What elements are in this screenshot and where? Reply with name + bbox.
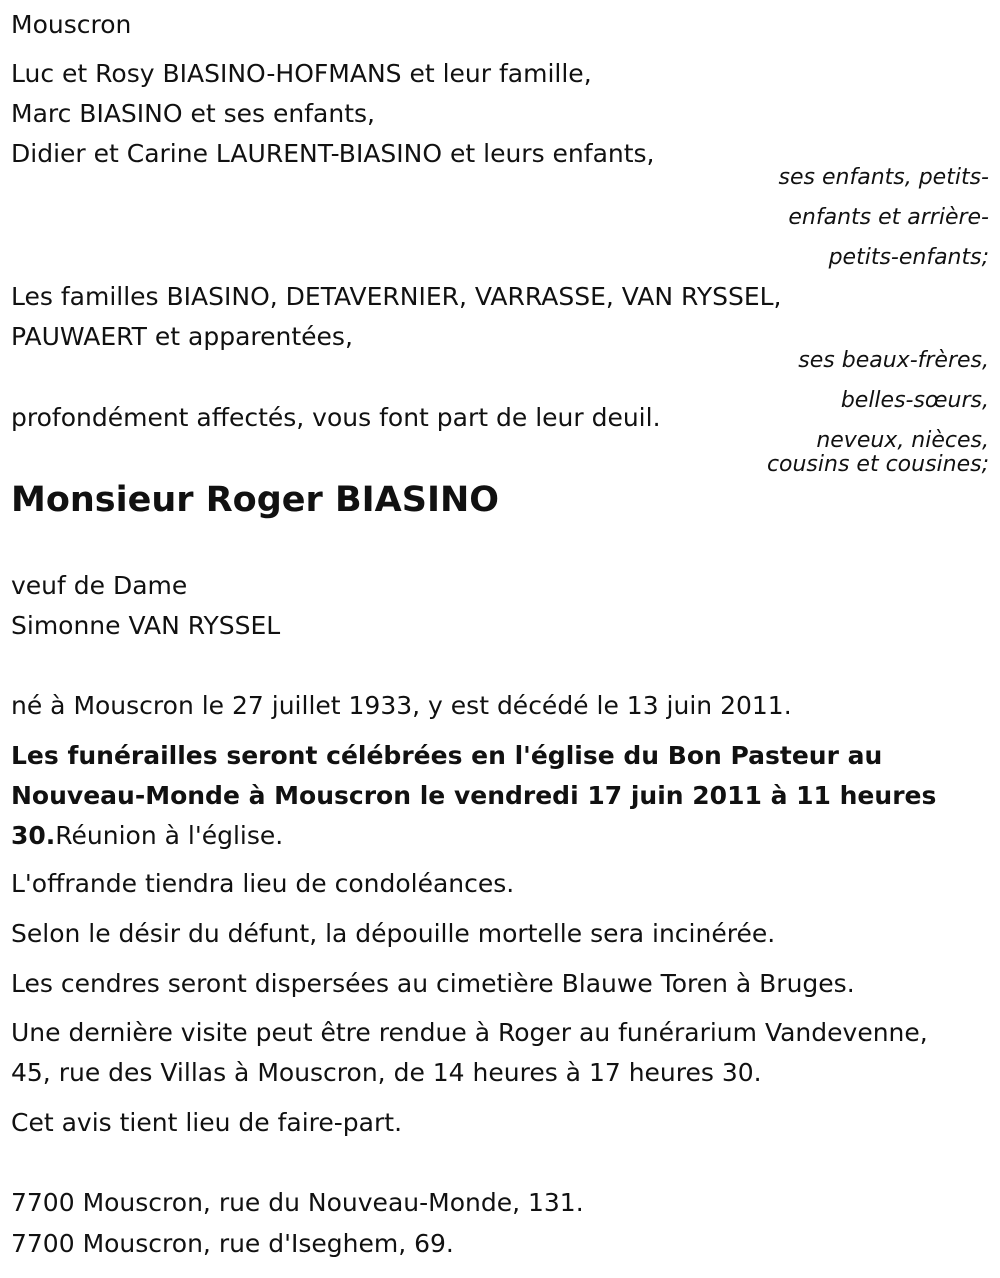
family-role-line-3: petits-enfants; [828,245,989,270]
relatives-line-2: PAUWAERT et apparentées, [11,322,353,351]
address-line-1: 7700 Mouscron, rue du Nouveau-Monde, 131. [11,1188,584,1217]
funeral-line-2: Nouveau-Monde à Mouscron le vendredi 17 juin 2011 à 11 heures [11,781,937,810]
relatives-role-line-2: belles-sœurs, [840,388,989,413]
intro-text: profondément affectés, vous font part de leur deuil. [11,403,661,432]
deceased-name: Monsieur Roger BIASINO [11,480,500,520]
visit-line-1: Une dernière visite peut être rendue à Roger au funérarium Vandevenne, [11,1018,928,1047]
family-role-line-1: ses enfants, petits- [778,165,989,190]
family-line-3: Didier et Carine LAURENT-BIASINO et leurs enfants, [11,139,655,168]
family-line-1: Luc et Rosy BIASINO-HOFMANS et leur famille, [11,59,592,88]
birth-death-dates: né à Mouscron le 27 juillet 1933, y est décédé le 13 juin 2011. [11,691,792,720]
funeral-time-end: 30. [11,821,56,850]
family-role-line-2: enfants et arrière- [788,205,989,230]
visit-line-2: 45, rue des Villas à Mouscron, de 14 heures à 17 heures 30. [11,1058,762,1087]
city-heading: Mouscron [11,10,132,39]
ashes-text: Les cendres seront dispersées au cimetière Blauwe Toren à Bruges. [11,969,855,998]
spouse-line-1: veuf de Dame [11,571,188,600]
family-line-2: Marc BIASINO et ses enfants, [11,99,375,128]
address-line-2: 7700 Mouscron, rue d'Iseghem, 69. [11,1229,454,1258]
relatives-role-line-3: neveux, nièces, [816,428,989,453]
relatives-role-line-4: cousins et cousines; [766,452,989,477]
funeral-line-1: Les funérailles seront célébrées en l'église du Bon Pasteur au [11,741,883,770]
offering-text: L'offrande tiendra lieu de condoléances. [11,869,515,898]
funeral-line-3 [11,821,283,851]
relatives-line-1: Les familles BIASINO, DETAVERNIER, VARRASSE, VAN RYSSEL, [11,282,782,311]
notice-text: Cet avis tient lieu de faire-part. [11,1108,403,1137]
spouse-line-2: Simonne VAN RYSSEL [11,611,281,640]
cremation-text: Selon le désir du défunt, la dépouille mortelle sera incinérée. [11,919,776,948]
funeral-reunion: Réunion à l'église. [55,821,284,850]
relatives-role-line-1: ses beaux-frères, [798,348,989,373]
